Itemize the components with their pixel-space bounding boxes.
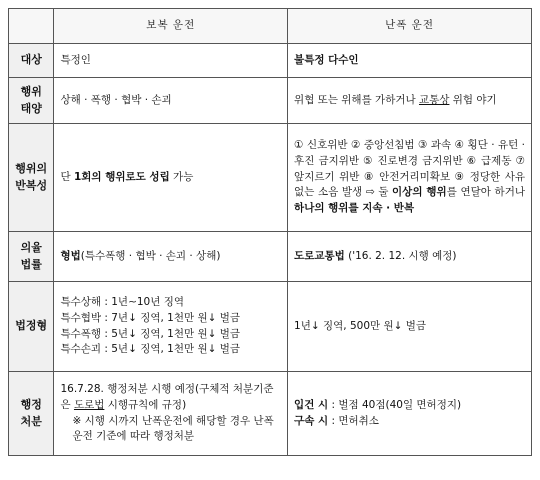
row-label-line: 행위의	[15, 162, 48, 175]
cell-target-reckless: 불특정 다수인	[288, 44, 532, 78]
header-row	[9, 9, 532, 44]
row-label-line: 반복성	[15, 178, 48, 192]
text-segment: (특수폭행 · 협박 · 손괴 · 상해)	[80, 249, 221, 262]
cell-act-type-reckless	[288, 78, 532, 124]
admin-booking-line	[294, 398, 525, 414]
row-label-applicable-law	[9, 232, 54, 282]
table-row-applicable-law	[9, 232, 532, 282]
penalty-line: 특수손괴 : 5년↓ 징역, 1천만 원↓ 벌금	[60, 343, 241, 356]
text-segment: 위험 야기	[449, 93, 497, 106]
text-segment: 단	[60, 170, 74, 183]
cell-act-type-retaliatory: 상해 · 폭행 · 협박 · 손괴	[54, 78, 288, 124]
underlined-text: 교통상	[418, 93, 450, 106]
text-segment: 가능	[169, 170, 194, 183]
row-label-line: 행정	[20, 398, 42, 411]
table-row-target	[9, 44, 532, 78]
violation-list-text: ① 신호위반 ② 중앙선침범 ③ 과속 ④ 횡단 · 유턴 · 후진 금지위반 ⑤ 진로변경 금지위반 ⑥ 급제동 ⑦ 앞지르기 위반 ⑧ 안전거리미확보 ⑨ 정당한 사유 없는 소음 발생 ⇨ 둘	[294, 139, 525, 199]
row-label-line: 법률	[20, 257, 42, 271]
bold-text: 입건 시	[294, 398, 329, 411]
admin-note-text: ※ 시행 시까지 난폭운전에 해당할 경우 난폭운전 기준에 따라 행정처분	[72, 414, 274, 443]
bold-text: 구속 시	[294, 414, 329, 427]
row-label-line: 태양	[20, 101, 42, 115]
text-segment: 위협 또는 위해를 가하거나	[294, 93, 419, 106]
row-label-line: 의율	[20, 241, 42, 254]
underlined-text: 도로법	[73, 398, 105, 411]
admin-arrest-line	[294, 414, 525, 430]
cell-admin-retaliatory	[54, 372, 288, 456]
bold-text: 1회의 행위로도 성립	[73, 170, 170, 183]
header-retaliatory-driving: 보복 운전	[54, 9, 288, 44]
bold-text: 형법	[60, 249, 81, 262]
text-segment: : 벌점 40점(40일 면허정지)	[328, 398, 462, 411]
table-row-repetition	[9, 124, 532, 232]
cell-admin-reckless	[288, 372, 532, 456]
header-corner-cell	[9, 9, 54, 44]
cell-target-retaliatory: 특정인	[54, 44, 288, 78]
bold-text: 이상의 행위	[392, 186, 447, 199]
bold-text: 하나의 행위를 지속 · 반복	[294, 202, 415, 215]
row-label-repetition	[9, 124, 54, 232]
text-segment: ('16. 2. 12. 시행 예정)	[344, 249, 457, 262]
header-reckless-driving: 난폭 운전	[288, 9, 532, 44]
row-label-act-type	[9, 78, 54, 124]
comparison-table	[8, 8, 532, 456]
text-segment: : 면허취소	[328, 414, 379, 427]
cell-law-reckless	[288, 232, 532, 282]
bold-text: 도로교통법	[294, 249, 345, 262]
cell-penalty-reckless: 1년↓ 징역, 500만 원↓ 벌금	[288, 282, 532, 372]
penalty-line: 특수상해 : 1년∼10년 징역	[60, 296, 185, 308]
row-label-administrative-action	[9, 372, 54, 456]
row-label-target: 대상	[9, 44, 54, 78]
text-segment: 를 연달아 하거나	[446, 186, 525, 199]
cell-repetition-retaliatory	[54, 124, 288, 232]
comparison-table-wrapper	[8, 8, 532, 456]
row-label-line: 행위	[20, 85, 42, 98]
cell-repetition-reckless	[288, 124, 532, 232]
text-segment: 시행규칙에 규정)	[104, 398, 187, 411]
table-row-statutory-penalty	[9, 282, 532, 372]
table-row-administrative-action	[9, 372, 532, 456]
cell-law-retaliatory	[54, 232, 288, 282]
table-row-act-type	[9, 78, 532, 124]
row-label-statutory-penalty: 법정형	[9, 282, 54, 372]
admin-schedule-text	[60, 382, 281, 414]
penalty-line: 특수협박 : 7년↓ 징역, 1천만 원↓ 벌금	[60, 311, 241, 324]
cell-penalty-retaliatory	[54, 282, 288, 372]
penalty-line: 특수폭행 : 5년↓ 징역, 1천만 원↓ 벌금	[60, 327, 241, 340]
row-label-line: 처분	[20, 414, 42, 428]
text-segment: 16.7.28. 행정처분 시행 예정(구체적 처분기준은	[60, 383, 274, 411]
